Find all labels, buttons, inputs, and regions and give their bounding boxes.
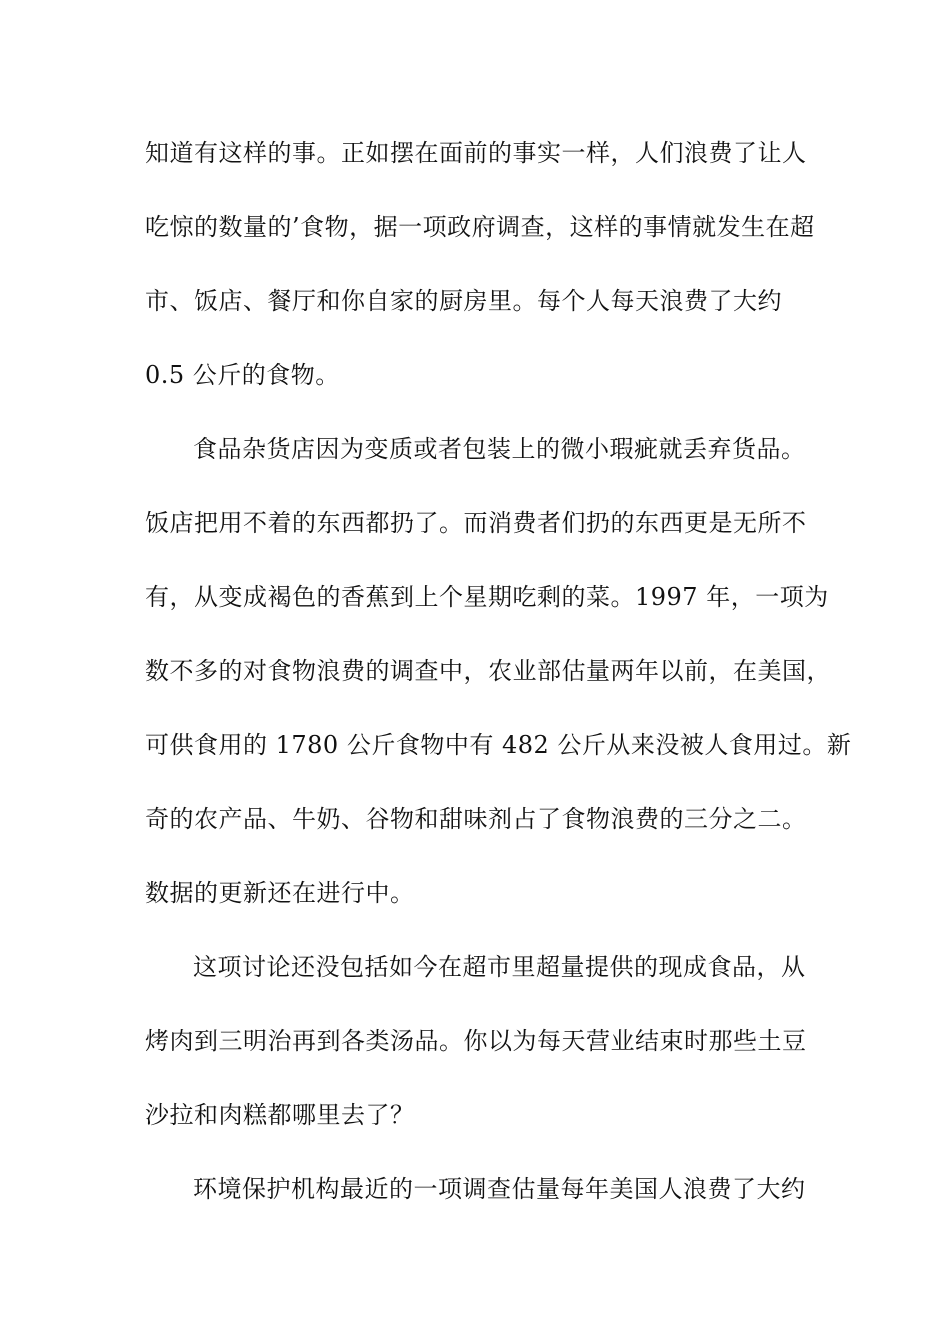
paragraph-line: 饭店把用不着的东西都扔了。而消费者们扔的东西更是无所不 [145,509,807,537]
paragraph-line: 食品杂货店因为变质或者包装上的微小瑕疵就丢弃货品。 [193,435,806,463]
paragraph-line: 知道有这样的事。正如摆在面前的事实一样，人们浪费了让人 [145,139,807,167]
paragraph-line: 奇的农产品、牛奶、谷物和甜味剂占了食物浪费的三分之二。 [145,805,807,833]
paragraph-line: 烤肉到三明治再到各类汤品。你以为每天营业结束时那些土豆 [145,1027,807,1055]
paragraph-line: 这项讨论还没包括如今在超市里超量提供的现成食品，从 [193,953,806,981]
paragraph-line: 数据的更新还在进行中。 [145,879,415,907]
paragraph-line: 环境保护机构最近的一项调查估量每年美国人浪费了大约 [193,1175,806,1203]
paragraph-line: 0.5 公斤的食物。 [145,361,340,389]
paragraph-line: 沙拉和肉糕都哪里去了？ [145,1101,415,1129]
paragraph-line: 吃惊的数量的’食物，据一项政府调查，这样的事情就发生在超 [145,213,815,241]
paragraph-line: 市、饭店、餐厅和你自家的厨房里。每个人每天浪费了大约 [145,287,782,315]
paragraph-line: 可供食用的 1780 公斤食物中有 482 公斤从来没被人食用过。新 [145,731,852,759]
paragraph-line: 数不多的对食物浪费的调查中，农业部估量两年以前，在美国， [145,657,831,685]
paragraph-line: 有，从变成褐色的香蕉到上个星期吃剩的菜。1997 年，一项为 [145,583,829,611]
